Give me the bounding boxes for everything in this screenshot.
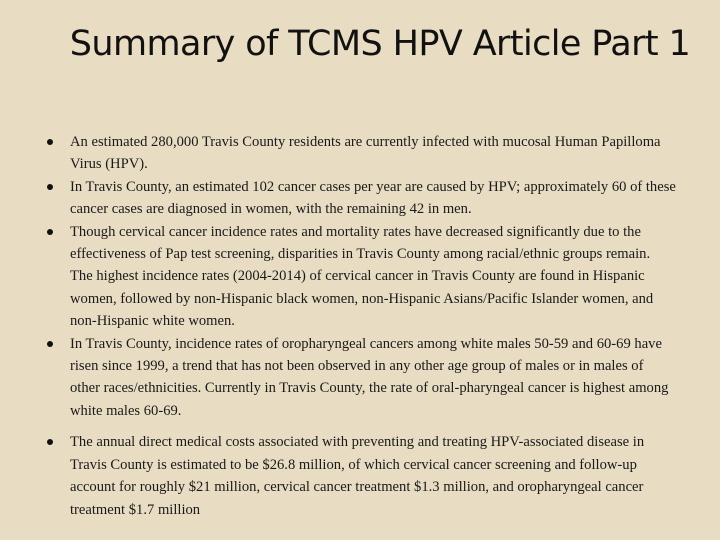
slide-title: Summary of TCMS HPV Article Part 1 [69,24,691,64]
bullet-text: An estimated 280,000 Travis County residents are currently infected with mucosal Human Papilloma Virus (HPV). [70,134,661,173]
bullet-text: In Travis County, incidence rates of oropharyngeal cancers among white males 50-59 and 60-69 have risen since 1999, a trend that has not been observed in any other age group of males or in males of other races/ethnicities. Currently in Travis County, the rate of oral-pharyngeal cancer is highest among white males 60-69. [70,335,669,419]
bullet-icon [47,184,53,190]
bullet-icon [47,229,53,235]
bullet-icon [47,139,53,145]
bullet-icon [47,341,53,347]
bullet-text: In Travis County, an estimated 102 cancer cases per year are caused by HPV; approximately 60 of these cancer cases are diagnosed in women, with the remaining 42 in men. [70,178,676,218]
bullet-item [44,131,676,176]
bullet-list [44,131,676,521]
bullet-item [44,221,676,333]
bullet-item [44,431,676,521]
bullet-item [44,176,676,221]
bullet-text: The annual direct medical costs associated with preventing and treating HPV-associated disease in Travis County is estimated to be $26.8 million, of which cervical cancer screening and follow-up account for roughly $21 million, cervical cancer treatment $1.3 million, and oropharyngeal cancer treatment $1.7 million [70,434,645,518]
bullet-icon [47,439,53,445]
bullet-text: Though cervical cancer incidence rates and mortality rates have decreased significantly due to the effectiveness of Pap test screening, disparities in Travis County among racial/ethnic groups remain. The highest incidence rates (2004-2014) of cervical cancer in Travis County are found in Hispanic women, followed by non-Hispanic black women, non-Hispanic Asians/Pacific Islander women, and non-Hispanic white women. [70,223,654,330]
bullet-item [44,333,676,423]
